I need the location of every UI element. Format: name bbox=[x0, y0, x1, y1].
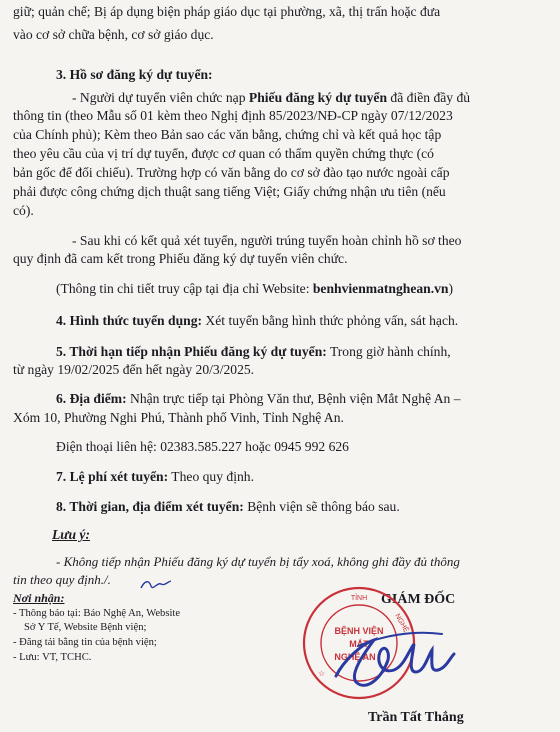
recipients-heading: Nơi nhận: bbox=[13, 591, 65, 605]
section-3-paragraph-2-line: - Sau khi có kết quả xét tuyển, người trúng tuyển hoàn chỉnh hồ sơ theo bbox=[72, 233, 462, 248]
section-8: 8. Thời gian, địa điểm xét tuyển: Bệnh viện sẽ thông báo sau. bbox=[56, 499, 400, 514]
section-5-line-2: từ ngày 19/02/2025 đến hết ngày 20/3/2025. bbox=[13, 362, 255, 377]
svg-text:NGHỆ: NGHỆ bbox=[393, 612, 410, 634]
section-3-paragraph-1-line: có). bbox=[13, 203, 34, 218]
note-line-2: tin theo quy định./. bbox=[13, 572, 111, 587]
section-4: 4. Hình thức tuyển dụng: Xét tuyển bằng hình thức phỏng vấn, sát hạch. bbox=[56, 313, 459, 328]
section-5: 5. Thời hạn tiếp nhận Phiếu đăng ký dự tuyển: Trong giờ hành chính, bbox=[56, 344, 451, 359]
website-line: (Thông tin chi tiết truy cập tại địa chỉ Website: benhvienmatnghean.vn) bbox=[56, 281, 453, 296]
svg-text:TỈNH: TỈNH bbox=[350, 595, 368, 602]
recipient-line: - Đăng tải bằng tin của bệnh viện; bbox=[13, 637, 157, 648]
section-3-paragraph-2-line: quy định đã cam kết trong Phiếu đăng ký dự tuyển viên chức. bbox=[13, 251, 348, 266]
recipient-line: - Lưu: VT, TCHC. bbox=[13, 652, 92, 663]
recipient-line: Sở Y Tế, Website Bệnh viện; bbox=[24, 622, 147, 633]
section-3-paragraph-1-first-line: - Người dự tuyển viên chức nạp Phiếu đăng ký dự tuyển đã điền đầy đủ bbox=[72, 90, 471, 105]
initial-mark-icon bbox=[139, 576, 173, 594]
section-3-paragraph-1-line: thông tin (theo Mẫu số 01 kèm theo Nghị định 85/2023/NĐ-CP ngày 07/12/2023 bbox=[13, 108, 453, 123]
section-6-line-2: Xóm 10, Phường Nghi Phú, Thành phố Vinh, Tỉnh Nghệ An. bbox=[13, 410, 344, 425]
note-line-1: - Không tiếp nhận Phiếu đăng ký dự tuyển bị tẩy xoá, không ghi đầy đủ thông bbox=[56, 554, 460, 569]
signature-icon bbox=[322, 600, 462, 700]
svg-text:☆: ☆ bbox=[318, 669, 326, 678]
note-heading: Lưu ý: bbox=[52, 527, 90, 542]
contact-phone: Điện thoại liên hệ: 02383.585.227 hoặc 0945 992 626 bbox=[56, 439, 349, 454]
section-3-paragraph-1-line: theo yêu cầu của vị trí dự tuyển, được cơ quan có thẩm quyền chứng thực (có bbox=[13, 146, 434, 161]
signer-name: Trần Tất Thắng bbox=[368, 710, 464, 725]
website-link: benhvienmatnghean.vn bbox=[312, 281, 449, 296]
section-3-paragraph-1-line: bản gốc để đối chiếu). Trường hợp có văn bằng do cơ sở đào tạo nước ngoài cấp bbox=[13, 165, 450, 180]
intro-line-2: vào cơ sở chữa bệnh, cơ sở giáo dục. bbox=[13, 27, 214, 42]
section-6: 6. Địa điểm: Nhận trực tiếp tại Phòng Văn thư, Bệnh viện Mắt Nghệ An – bbox=[56, 391, 461, 406]
signer-title: GIÁM ĐỐC bbox=[381, 592, 456, 607]
intro-line-1: giữ; quản chế; Bị áp dụng biện pháp giáo dục tại phường, xã, thị trấn hoặc đưa bbox=[13, 4, 441, 19]
section-3-paragraph-1-line: phải được công chứng dịch thuật sang tiếng Việt; Giấy chứng nhận ưu tiên (nếu bbox=[13, 184, 446, 199]
svg-text:MẮT: MẮT bbox=[349, 639, 369, 649]
section-3-heading: 3. Hồ sơ đăng ký dự tuyển: bbox=[56, 67, 213, 82]
section-7: 7. Lệ phí xét tuyển: Theo quy định. bbox=[56, 469, 254, 484]
svg-text:BỆNH VIỆN: BỆNH VIỆN bbox=[334, 626, 384, 636]
svg-text:NGHỆ AN: NGHỆ AN bbox=[334, 652, 376, 662]
recipient-line: - Thông báo tại: Báo Nghệ An, Website bbox=[13, 608, 181, 619]
section-3-paragraph-1-line: của Chính phủ); Kèm theo Bản sao các văn bằng, chứng chỉ và kết quả học tập bbox=[13, 127, 442, 142]
